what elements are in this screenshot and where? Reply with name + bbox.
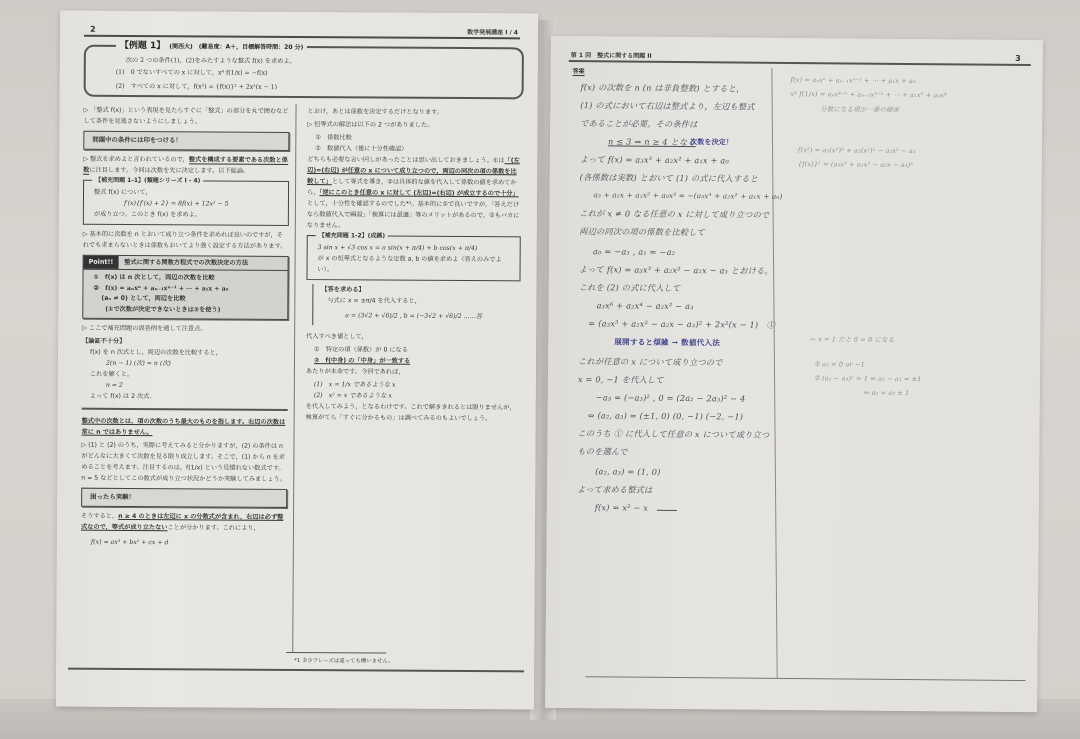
page-number-right: 3	[1015, 53, 1021, 63]
handwritten-line: よって求める整式は	[576, 484, 653, 495]
bottom-rule	[68, 668, 524, 672]
paragraph: あたりが本命です。今回であれば，	[305, 368, 405, 376]
callout-mark-conditions: 問題中の条件には印をつける！	[83, 131, 289, 151]
answer-label: 答案	[572, 68, 585, 76]
arrow-stroke	[657, 510, 677, 511]
example-condition-2: (2) すべての x に対して，f(x²) = {f(x)}² + 2x²(x − 1)	[115, 82, 278, 91]
paragraph-degree-note: 整式中の次数とは，項の次数のうち最大のものを指します。右辺の次数は常に n ではありません。	[81, 417, 286, 436]
paragraph: ▷ 恒等式の解法は以下の 2 つがありました。	[307, 119, 521, 131]
paragraph: を代入してみよう，となるわけです。これで解ききれるとは限りませんが，検算がてら「すぐに分かるもの」は調べてみるのもよいでしょう。	[305, 403, 516, 423]
paragraph: 代入すべき値として，	[306, 333, 368, 341]
handwritten-line: a₃x⁶ + a₂x⁴ − a₂x² − a₃	[596, 300, 694, 312]
side-note: 分数になる項が一番の障害	[820, 105, 900, 114]
handwritten-line: よって f(x) = a₃x³ + a₂x² + a₁x + a₀	[579, 154, 730, 166]
method-substitution: ② 数値代入（後に十分性確認）	[315, 145, 408, 153]
right-page	[545, 36, 1043, 712]
handwritten-line: これを (2) の式に代入して	[578, 282, 681, 294]
supplementary-problem-1-1: 【補充問題 1-1】(類題シリーズ I - 4) 整式 f(x) について， f′(x){f′(x) + 2} = 8f(x) + 12x² − 5 が成り立つ。このとき f(x) を求めよ。	[83, 180, 289, 226]
side-note: ① a₃ = 0 or −1	[814, 360, 865, 369]
handwritten-line: ⇔ (a₂, a₃) = (±1, 0) (0, −1) (−2, −1)	[587, 410, 744, 422]
method-coefficient: ① 係数比較	[315, 134, 352, 142]
left-column	[81, 105, 290, 551]
paragraph: ▷ 整式を求めよと言われているので，整式を構成する要素である次数と係数に注目します。今回は次数を先に決定します。以下総論。	[83, 154, 289, 177]
example-prompt: 次の 2 つの条件(1)，(2)をみたすような整式 f(x) を求めよ。	[125, 56, 296, 65]
candidate-2: ② f(中身) の「中身」が一致する	[313, 357, 411, 365]
paragraph: ▷ 基本的に次数を n とおいて成り立つ条件を求めれば良いのですが，それでも求まらないときは係数もおいてより強く設定する方法があります。	[83, 229, 289, 252]
side-note: f(x) = aₙxⁿ + aₙ₋₁xⁿ⁻¹ + ⋯ + a₁x + a₀	[790, 75, 916, 86]
page-number-left: 2	[89, 24, 96, 34]
callout-experiment: 困ったら実験！	[81, 487, 287, 507]
handwritten-line: このうち ① に代入して任意の x について成り立つ	[577, 428, 770, 440]
example-condition-1: (1) 0 でないすべての x に対して，x⁴ f(1/x) = −f(x)	[115, 68, 268, 77]
point-title: 整式に関する関数方程式での次数決定の方法	[124, 258, 249, 267]
example-problem-box	[84, 40, 524, 100]
paragraph: ▷ 「整式 f(x)」という表現を見たらすぐに「整式」の部分を丸で囲むなどして条件を見逃さないようにしましょう。	[83, 105, 289, 128]
footnote: *1 多少フレーズは違っても構いません。	[294, 657, 394, 665]
point-box: Point!! 整式に関する関数方程式での次数決定の方法 ① f(x) は n 次として，両辺の次数を比較 ② f(x) = aₙxⁿ + aₙ₋₁xⁿ⁻¹ + ⋯ + a₁x + a₀ (aₙ ≠ 0) として，両辺を比較 (①で次数が決定できないときは②を使う)	[82, 255, 288, 320]
point-tag: Point!!	[84, 256, 119, 269]
formula-cubic: f(x) = ax³ + bx² + cx + d	[90, 538, 169, 546]
header-rule	[569, 60, 1031, 66]
insufficient-proof: 【論証不十分】 f(x) を n 次式とし，両辺の次数を比較すると， 2(n − 1) (次) = n (次) これを解くと， n = 2 よって f(x) は 2 次式.	[82, 337, 222, 401]
right-column	[306, 106, 522, 426]
paragraph: どちらも必要な言い回しがあったことは思い出しておきましょう。①は「(左辺)=(右辺) が任意の x について成り立つので，両辺の同次の項の係数を比較して」として等式を導き，②は具体的な値を代入して係数の値を求めてから，「逆にこのとき任意の x に対して (左辺)=(右辺) が成立するので十分」として，十分性を確認するのでした*¹。基本的に①で良いですが，「答えだけなら数値代入で瞬殺」「検算には最適」等のメリットがあるので，②もバカになりません。	[306, 156, 520, 230]
example-title: 【例題 1】 (関西大) (難易度：A＋，目標解答時間：20 分)	[116, 38, 308, 52]
running-title-left: 数学発展講座 I / 4	[467, 29, 519, 37]
handwritten-line: (1) の式において右辺は整式より，左辺も整式	[580, 100, 755, 112]
side-note: {f(x)}² = (a₃x³ + a₂x² − a₂x − a₃)²	[797, 160, 914, 170]
handwritten-line: ものを選んで	[577, 446, 628, 457]
paragraph: そうすると，n ≥ 4 のときは左辺に x の分数式が含まれ，右辺は必ず整式なので，等式が成り立たないことが分かります。これにより，	[80, 512, 284, 532]
blue-note-expand: 展開すると煩雑 → 数値代入法	[614, 337, 721, 348]
side-note: x⁴ f(1/x) = aₙx⁴⁻ⁿ + aₙ₋₁x⁵⁻ⁿ + ⋯ + a₁x³ + a₀x⁴	[790, 89, 947, 100]
blue-note-degree: 次数を決定！	[689, 137, 734, 147]
handwritten-line: これが x ≠ 0 なる任意の x に対して成り立つので	[579, 208, 770, 220]
handwritten-line: a₀ = −a₃ , a₁ = −a₂	[593, 246, 676, 257]
handwritten-line: これが任意の x について成り立つので	[578, 356, 723, 368]
handwritten-line: f(x) の次数を n (n は非負整数) とすると，	[580, 82, 745, 94]
handwritten-line: −a₃ = (−a₃)² , 0 = (2a₂ − 2a₃)² − 4	[595, 392, 746, 404]
left-page	[56, 11, 538, 710]
supplementary-problem-1-2: 【補充問題 1-2】(成蹊) 3 sin x + √3 cos x = a sin(x + π/4) + b cos(x + π/4) が x の恒等式となるような定数 a, b の値を求めよ（答えのみでよい）。	[306, 235, 520, 281]
footnote-rule	[286, 652, 386, 654]
handwritten-line: であることが必要。その条件は	[580, 118, 698, 130]
handwritten-line: よって f(x) = a₃x³ + a₂x² − a₂x − a₃ とおける。	[578, 264, 773, 276]
notes-divider	[771, 68, 777, 678]
bottom-rule	[585, 676, 1025, 681]
column-divider	[292, 104, 296, 652]
paragraph: とおけ，あとは係数を決定するだけとなります。	[307, 108, 443, 116]
handwritten-line: x = 0, −1 を代入して	[577, 374, 664, 385]
handwritten-line: = (a₃x³ + a₂x² − a₂x − a₃)² + 2x²(x − 1) ①	[588, 318, 776, 330]
divider	[82, 408, 288, 411]
substitution-1: (1) x = 1/x であるような x	[313, 381, 396, 389]
handwritten-line: a₃ + a₂x + a₁x² + a₀x³ = −(a₃x³ + a₂x² + a₁x + a₀)	[593, 190, 783, 201]
handwritten-line: (a₂, a₃) = (1, 0)	[595, 466, 661, 477]
final-answer: f(x) = x² − x	[594, 502, 649, 513]
side-note: f(x²) = a₃(x²)³ + a₂(x²)² − a₂x² − a₃	[797, 146, 916, 156]
side-note: ⇔ a₂ = a₃ ± 1	[863, 388, 910, 398]
handwritten-line: (各係数は実数) とおいて (1) の式に代入すると	[579, 172, 759, 184]
running-title-right: 第 1 回 整式に関する問題 II	[570, 52, 652, 60]
handwritten-line: n ≤ 3 ⇒ n ≥ 4 となる	[607, 136, 696, 148]
handwritten-line: 両辺の同次の項の係数を比較して	[579, 226, 706, 238]
substitution-2: (2) x² = x であるような x	[313, 392, 392, 400]
side-note: ② (a₂ − a₃)² = 1 ⇔ a₂ − a₃ = ±1	[813, 374, 922, 384]
paragraph: ▷ (1) と (2) のうち，実際に考えてみると分かりますが，(2) の条件は n がどんなに大きくて次数を見る限り成立します。そこで，(1) から n を求めることを考えます。注目するのは，f(1/x) という見慣れない数式です。n = 5 などとしてこの数式が成り立つ状況かどうか実験してみましょう。	[81, 439, 287, 484]
paragraph: ▷ ここで補充問題の誤答例を通して注意点。	[82, 323, 288, 335]
side-note: ← x = 1 だと 0 = 0 になる	[810, 335, 895, 344]
candidate-1: ① 特定の項（係数）が 0 になる	[314, 346, 408, 354]
answer-block: 【答を求める】 与式に x = ±π/4 を代入すると， a = (3√2 + √6)/2 , b = (−3√2 + √6)/2 ……答	[312, 284, 520, 326]
